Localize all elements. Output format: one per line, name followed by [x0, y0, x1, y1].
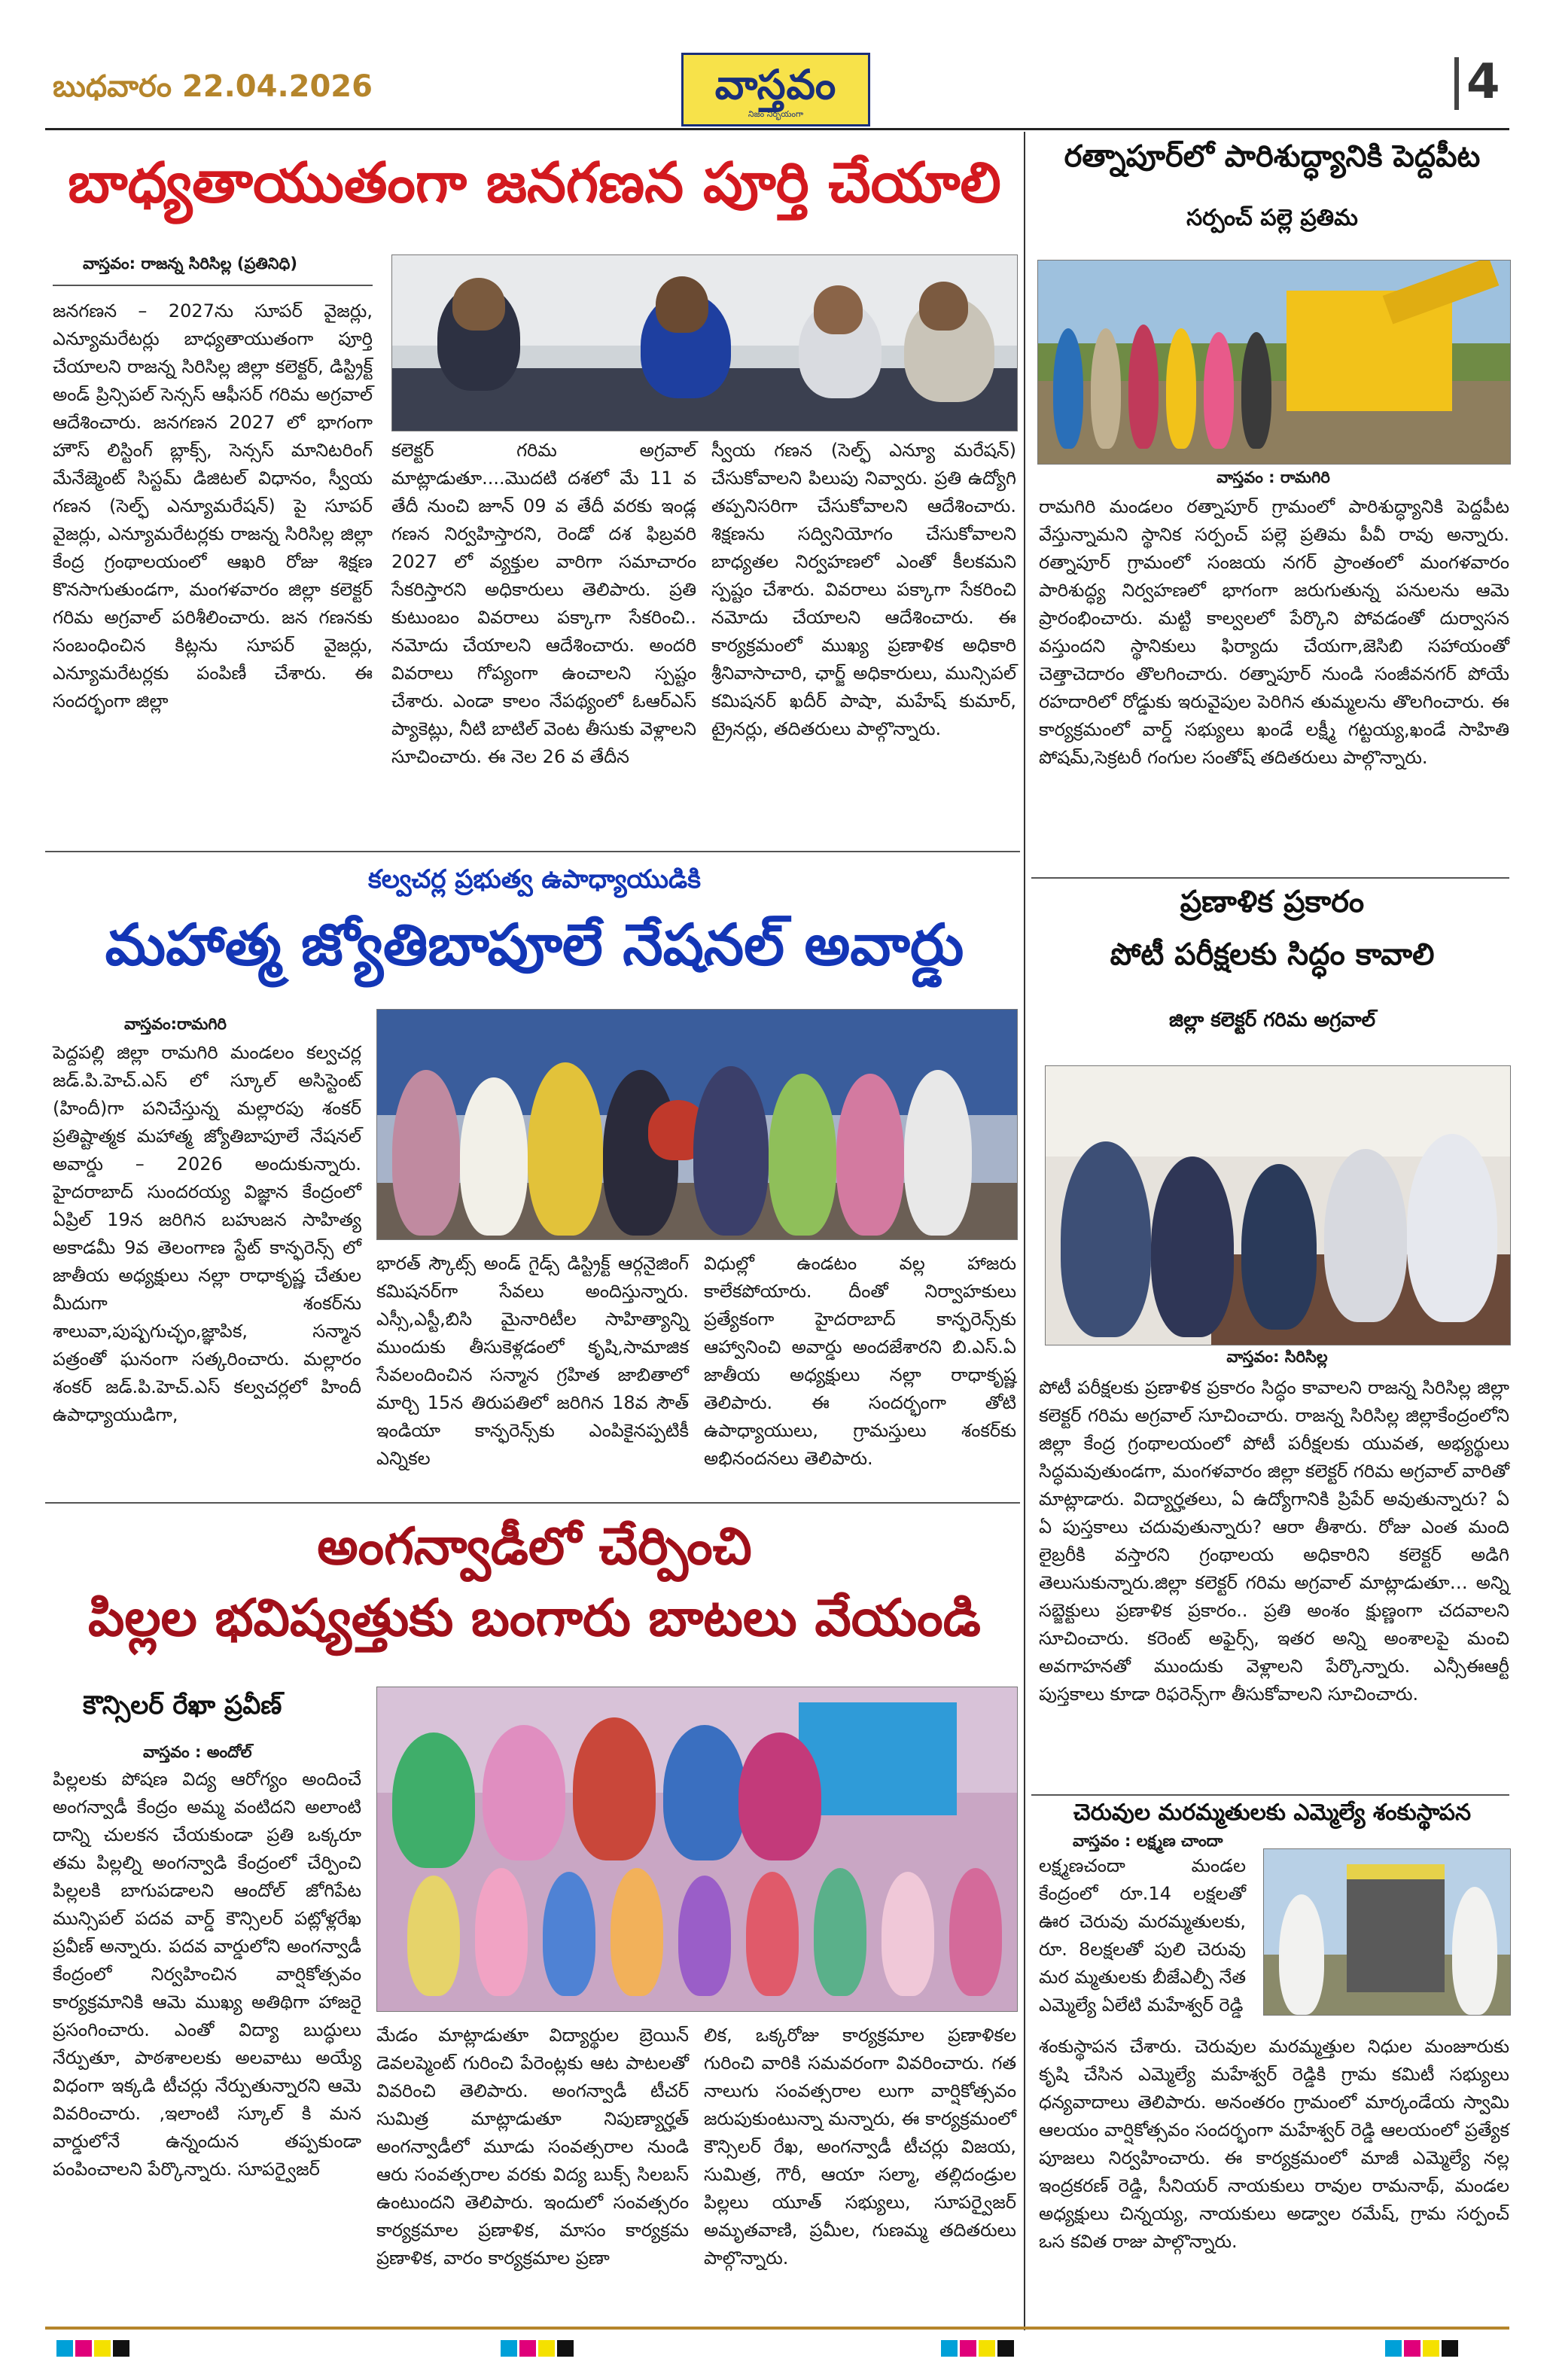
right1-body: రామగిరి మండలం రత్నాపూర్ గ్రామంలో పారిశుద్ధ్యానికి పెద్దపీట వేస్తున్నామని స్థానిక సర్పంచ్ పల్లె ప్రతిమ పీవీ రావు అన్నారు. రత్నాపూర్ గ్రామంలో సంజయ నగర్ ప్రాంతంలో మంగళవారం పారిశుద్ధ్య నిర్వహణలో భాగంగా జరుగుతున్న పనులను ఆమె ప్రారంభించారు. మట్టి కాల్వలలో పేర్కొని పోవడంతో దుర్వాసన వస్తుందని స్థానికులు ఫిర్యాదు చేయగా,జెసిబి సహాయంతో చెత్తాచెదారం తొలగించారు. రత్నాపూర్ నుండి సంజీవనగర్ పోయే రహదారిలో రోడ్డుకు ఇరువైపుల పెరిగిన తుమ్మలను తొలగించారు. ఈ కార్యక్రమంలో వార్డ్ సభ్యులు ఖండే లక్ష్మీ గట్టయ్య,ఖండే సాహితి పోషమ్,సెక్రటరీ గంగుల సంతోష్ తదితరులు పాల్గొన్నారు.: [1039, 496, 1509, 768]
story2-photo: [376, 1009, 1018, 1240]
right1-caption: వాస్తవం : రామగిరి: [1216, 468, 1330, 486]
registration-mark: [979, 2340, 995, 2357]
masthead-title: వాస్తవం: [714, 60, 837, 108]
registration-mark: [56, 2340, 73, 2357]
registration-mark: [519, 2340, 536, 2357]
registration-mark: [941, 2340, 958, 2357]
footer-rule: [45, 2327, 1509, 2330]
column-divider: [1024, 132, 1025, 2330]
right1-headline: రత్నాపూర్‌లో పారిశుద్ధ్యానికి పెద్దపీట: [1064, 139, 1481, 174]
right3-photo: [1263, 1848, 1511, 2016]
registration-mark: [1385, 2340, 1402, 2357]
registration-mark: [1423, 2340, 1439, 2357]
story2-col1: పెద్దపల్లి జిల్లా రామగిరి మండలం కల్వచర్ల జడ్.పి.హెచ్.ఎస్ లో స్కూల్ అసిస్టెంట్ (హిందీ)గా పనిచేస్తున్న మల్లారపు శంకర్ ప్రతిష్టాత్మక మహాత్మ జ్యోతిబాపూలే నేషనల్ అవార్డు – 2026 అందుకున్నారు. హైదరాబాద్ సుందరయ్య విజ్ఞాన కేంద్రంలో ఏప్రిల్ 19న జరిగిన బహుజన సాహిత్య అకాడమీ 9వ తెలంగాణ స్టేట్ కాన్ఫరెన్స్ లో జాతీయ అధ్యక్షులు నల్లా రాధాకృష్ణ చేతుల మీదుగా శంకర్‌ను శాలువా,పుష్పగుచ్ఛం,జ్ఞాపిక, సన్మాన పత్రంతో ఘనంగా సత్కరించారు. మల్లారం శంకర్ జడ్.పి.హెచ్.ఎస్ కల్వచర్లలో హిందీ ఉపాధ్యాయుడిగా,: [53, 1042, 361, 1425]
story3-subhead: కౌన్సిలర్ రేఖా ప్రవీణ్: [83, 1690, 282, 1720]
issue-date: బుధవారం 22.04.2026: [53, 69, 373, 104]
right3-body-left: లక్ష్మణచందా మండల కేంద్రంలో రూ.14 లక్షలతో ఊర చెరువు మరమ్మతులకు, రూ. 8లక్షలతో పులి చెరువు మర మ్మతులకు బీజేఎల్పీ నేత ఎమ్మెల్యే ఏలేటి మహేశ్వర్ రెడ్డి: [1039, 1855, 1246, 2016]
masthead-logo: [681, 53, 870, 126]
story2-headline: మహాత్మ జ్యోతిబాపూలే నేషనల్ అవార్డు: [105, 911, 964, 978]
section-rule: [45, 851, 1020, 852]
registration-mark: [501, 2340, 517, 2357]
registration-mark: [997, 2340, 1014, 2357]
right2-headline-line2: పోటీ పరీక్షలకు సిద్ధం కావాలి: [1110, 937, 1435, 972]
story2-kicker: కల్వచర్ల ప్రభుత్వ ఉపాధ్యాయుడికి: [368, 864, 701, 894]
story1-byline: వాస్తవం: రాజన్న సిరిసిల్ల (ప్రతినిధి): [83, 254, 297, 273]
story2-col2: భారత్ స్కౌట్స్ అండ్ గైడ్స్ డిస్ట్రిక్ట్ ఆర్గనైజింగ్ కమిషనర్‌గా సేవలు అందిస్తున్నారు. ఎస్సీ,ఎస్టీ,బిసి మైనారిటీల సాహిత్యాన్ని ముందుకు తీసుకెళ్లడంలో కృషి,సామాజిక సేవలందించిన సన్మాన గ్రహిత జాబితాలో మార్చి 15న తిరుపతిలో జరిగిన 18వ సౌత్ ఇండియా కాన్ఫరెన్స్‌కు ఎంపికైనప్పటికీ ఎన్నికల: [376, 1253, 689, 1469]
story3-col3: లిక, ఒక్కరోజు కార్యక్రమాల ప్రణాళికల గురించి వారికి సమవరంగా వివరించారు. గత నాలుగు సంవత్సరాల లుగా వార్షికోత్సవం జరుపుకుంటున్నా మన్నారు, ఈ కార్యక్రమంలో కౌన్సిలర్ రేఖ, అంగన్వాడీ టీచర్లు విజయ, సుమిత్ర, గౌరీ, ఆయా సల్మా, తల్లిదండ్రుల పిల్లలు యూత్ సభ్యులు, సూపర్వైజర్ అమృతవాణి, ప్రమీల, గుణమ్మ తదితరులు పాల్గొన్నారు.: [704, 2025, 1016, 2269]
registration-mark: [538, 2340, 555, 2357]
right2-photo: [1045, 1065, 1511, 1345]
story2-col3: విధుల్లో ఉండటం వల్ల హాజరు కాలేకపోయారు. దీంతో నిర్వాహకులు ప్రత్యేకంగా హైదరాబాద్ కాన్ఫరెన్స్‌కు ఆహ్వానించి అవార్డు అందజేశారని బి.ఎస్.ఏ జాతీయ అధ్యక్షులు నల్లా రాధాకృష్ణ తెలిపారు. ఈ సందర్భంగా తోటి ఉపాధ్యాయులు, గ్రామస్తులు శంకర్‌కు అభినందనలు తెలిపారు.: [704, 1253, 1016, 1469]
section-rule: [45, 1502, 1020, 1504]
story3-col2: మేడం మాట్లాడుతూ విద్యార్థుల బ్రెయిన్ డెవలప్మెంట్ గురించి పేరెంట్లకు ఆట పాటలతో వివరించి తెలిపారు. అంగన్వాడీ టీచర్ సుమిత్ర మాట్లాడుతూ నిపుణ్యార్హత్ అంగన్వాడీలో మూడు సంవత్సరాల నుండి ఆరు సంవత్సరాల వరకు విద్య బుక్స్ సిలబస్ ఉంటుందని తెలిపారు. ఇందులో సంవత్సరం కార్యక్రమాల ప్రణాళిక, మాసం కార్యక్రమ ప్రణాళిక, వారం కార్యక్రమాల ప్రణా: [376, 2025, 689, 2269]
right3-byline: వాస్తవం : లక్ష్మణ చాందా: [1073, 1832, 1223, 1850]
story1-col3: స్వీయ గణన (సెల్ఫ్ ఎన్యూ మరేషన్) చేసుకోవాలని పిలుపు నివ్వారు. ప్రతి ఉద్యోగి తప్పనిసరిగా చేసుకోవాలని ఆదేశించారు. శిక్షణను సద్వినియోగం చేసుకోవాలని బాధ్యతల నిర్వహణలో ఎంతో కీలకమని స్పష్టం చేశారు. వివరాలు పక్కాగా సేకరించి నమోదు చేయాలని ఆదేశించారు. ఈ కార్యక్రమంలో ముఖ్య ప్రణాళిక అధికారి శ్రీనివాసాచారి, ఛార్జ్ అధికారులు, మున్సిపల్ కమిషనర్ ఖదీర్ పాషా, మహేష్ కుమార్, ట్రైనర్లు, తదితరులు పాల్గొన్నారు.: [711, 440, 1016, 739]
masthead-tagline: నిజం నిర్భయంగా: [748, 109, 804, 119]
story3-byline: వాస్తవం : అందోల్: [143, 1743, 252, 1761]
registration-mark: [1442, 2340, 1458, 2357]
right1-photo: [1037, 260, 1511, 465]
right2-headline-line1: ప్రణాళిక ప్రకారం: [1180, 885, 1365, 919]
story1-photo: [391, 254, 1018, 431]
right2-body: పోటీ పరీక్షలకు ప్రణాళిక ప్రకారం సిద్ధం కావాలని రాజన్న సిరిసిల్ల జిల్లా కలెక్టర్ గరిమ అగ్రవాల్ సూచించారు. రాజన్న సిరిసిల్ల జిల్లాకేంద్రంలోని జిల్లా కేంద్ర గ్రంథాలయంలో పోటీ పరీక్షలకు యువత, అభ్యర్థులు సిద్ధమవుతుండగా, మంగళవారం జిల్లా కలెక్టర్ గరిమ అగ్రవాల్ వారితో మాట్లాడారు. విద్యార్హతలు, ఏ ఉద్యోగానికి ప్రిపేర్ అవుతున్నారు? ఏ ఏ పుస్తకాలు చదువుతున్నారు? ఆరా తీశారు. రోజు ఎంత మంది లైబ్రరీకి వస్తారని గ్రంథాలయ అధికారిని కలెక్టర్ అడిగి తెలుసుకున్నారు.జిల్లా కలెక్టర్ గరిమ అగ్రవాల్ మాట్లాడుతూ… అన్ని సబ్జెక్టులు ప్రణాళిక ప్రకారం.. ప్రతి అంశం క్షుణ్ణంగా చదవాలని సూచించారు. కరెంట్ అఫైర్స్, ఇతర అన్ని అంశాలపై మంచి అవగాహనతో ముందుకు వెళ్లాలని పేర్కొన్నారు. ఎన్సీఈఆర్టీ పుస్తకాలు కూడా రిఫరెన్స్‌గా తీసుకోవాలని సూచించారు.: [1039, 1377, 1509, 1705]
story3-headline-line1: అంగన్వాడీలో చేర్పించి: [317, 1517, 752, 1577]
section-rule: [1031, 877, 1509, 879]
story1-col1: జనగణన – 2027ను సూపర్ వైజర్లు, ఎన్యూమరేటర్లు బాధ్యతాయుతంగా పూర్తి చేయాలని రాజన్న సిరిసిల్ల జిల్లా కలెక్టర్, డిస్ట్రిక్ట్ అండ్ ప్రిన్సిపల్ సెన్సస్ ఆఫీసర్ గరిమ అగ్రవాల్ ఆదేశించారు. జనగణన 2027 లో భాగంగా హౌస్ లిస్టింగ్ బ్లాక్స్, సెన్సస్ మానిటరింగ్ మేనేజ్మెంట్ సిస్టమ్ డిజిటల్ విధానం, స్వీయ గణన (సెల్ఫ్ ఎన్యూమరేషన్) పై సూపర్ వైజర్లు, ఎన్యూమరేటర్లకు రాజన్న సిరిసిల్ల జిల్లా కేంద్ర గ్రంథాలయంలో ఆఖరి రోజు శిక్షణ కొనసాగుతుండగా, మంగళవారం జిల్లా కలెక్టర్ గరిమ అగ్రవాల్ పరిశీలించారు. జన గణనకు సంబంధించిన కిట్లను సూపర్ వైజర్లు, ఎన్యూమరేటర్లకు పంపిణీ చేశారు. ఈ సందర్భంగా జిల్లా: [53, 300, 373, 712]
right3-headline: చెరువుల మరమ్మతులకు ఎమ్మెల్యే శంకుస్థాపన: [1073, 1799, 1472, 1826]
registration-mark: [113, 2340, 129, 2357]
page-number-divider: [1454, 57, 1459, 110]
story2-byline: వాస్తవం:రామగిరి: [124, 1015, 227, 1033]
right2-caption: వాస్తవం: సిరిసిల్ల: [1226, 1348, 1328, 1366]
page-number: 4: [1466, 54, 1500, 110]
registration-mark: [1404, 2340, 1420, 2357]
byline-rule: [53, 285, 373, 286]
registration-mark: [557, 2340, 574, 2357]
story3-col1: పిల్లలకు పోషణ విద్య ఆరోగ్యం అందించే అంగన్వాడీ కేంద్రం అమ్మ వంటిదని అలాంటి దాన్ని చులకన చేయకుండా ప్రతి ఒక్కరూ తమ పిల్లల్ని అంగన్వాడి కేంద్రంలో చేర్పించి పిల్లలకి బాగుపడాలని ఆందోల్ జోగిపేట మున్సిపల్ పదవ వార్డ్ కౌన్సిలర్ పట్లోళ్లరేఖ ప్రవీణ్ అన్నారు. పదవ వార్డులోని అంగన్వాడీ కేంద్రంలో నిర్వహించిన వార్షికోత్సవం కార్యక్రమానికి ఆమె ముఖ్య అతిథిగా హాజరై ప్రసంగించారు. ఎంతో విద్యా బుద్ధులు నేర్పుతూ, పాఠశాలలకు అలవాటు అయ్యే విధంగా ఇక్కడి టీచర్లు నేర్పుతున్నారని ఆమె వివరించారు. ,ఇలాంటి స్కూల్ కి మన వార్డులోనే ఉన్నందున తప్పకుండా పంపించాలని పేర్కొన్నారు. సూపర్వైజర్: [53, 1769, 361, 2180]
right1-subhead: సర్పంచ్ పల్లె ప్రతిమ: [1186, 205, 1358, 231]
header-rule: [45, 128, 1509, 130]
story1-headline: బాధ్యతాయుతంగా జనగణన పూర్తి చేయాలి: [68, 151, 1001, 215]
right3-body: శంకుస్థాపన చేశారు. చెరువుల మరమ్మత్తుల నిధుల మంజూరుకు కృషి చేసిన ఎమ్మెల్యే మహేశ్వర్ రెడ్డికి గ్రామ కమిటీ సభ్యులు ధన్యవాదాలు తెలిపారు. అనంతరం గ్రామంలో మార్కండేయ స్వామి ఆలయం వార్షికోత్సవం సందర్భంగా మహేశ్వర్ రెడ్డి ఆలయంలో ప్రత్యేక పూజలు నిర్వహించారు. ఈ కార్యక్రమంలో మాజీ ఎమ్మెల్యే నల్ల ఇంద్రకరణ్ రెడ్డి, సీనియర్ నాయకులు రావుల రామనాథ్, మండల అధ్యక్షులు చిన్నయ్య, నాయకులు అడ్వాల రమేష్, గ్రామ సర్పంచ్ ఒస కవిత రాజు పాల్గొన్నారు.: [1039, 2036, 1509, 2252]
right2-subhead: జిల్లా కలెక్టర్ గరిమ అగ్రవాల్: [1168, 1009, 1376, 1032]
registration-mark: [94, 2340, 111, 2357]
story3-headline-line2: పిల్లల భవిష్యత్తుకు బంగారు బాటలు వేయండి: [88, 1589, 981, 1648]
story3-photo: [376, 1687, 1018, 2012]
section-rule: [1031, 1794, 1509, 1796]
story1-col2: కలెక్టర్ గరిమ అగ్రవాల్ మాట్లాడుతూ....మొదటి దశలో మే 11 వ తేదీ నుంచి జూన్ 09 వ తేదీ వరకు ఇండ్ల గణన నిర్వహిస్తారని, రెండో దశ ఫిబ్రవరి 2027 లో వ్యక్తుల వారిగా సమాచారం సేకరిస్తారని అధికారులు తెలిపారు. ప్రతి కుటుంబం వివరాలు పక్కాగా సేకరించి.. నమోదు చేయాలని ఆదేశించారు. అందరి వివరాలు గోప్యంగా ఉంచాలని స్పష్టం చేశారు. ఎండా కాలం నేపథ్యంలో ఓఆర్ఎస్ ప్యాకెట్లు, నీటి బాటిల్ వెంట తీసుకు వెళ్లాలని సూచించారు. ఈ నెల 26 వ తేదీన: [391, 440, 696, 767]
registration-mark: [75, 2340, 92, 2357]
registration-mark: [960, 2340, 976, 2357]
